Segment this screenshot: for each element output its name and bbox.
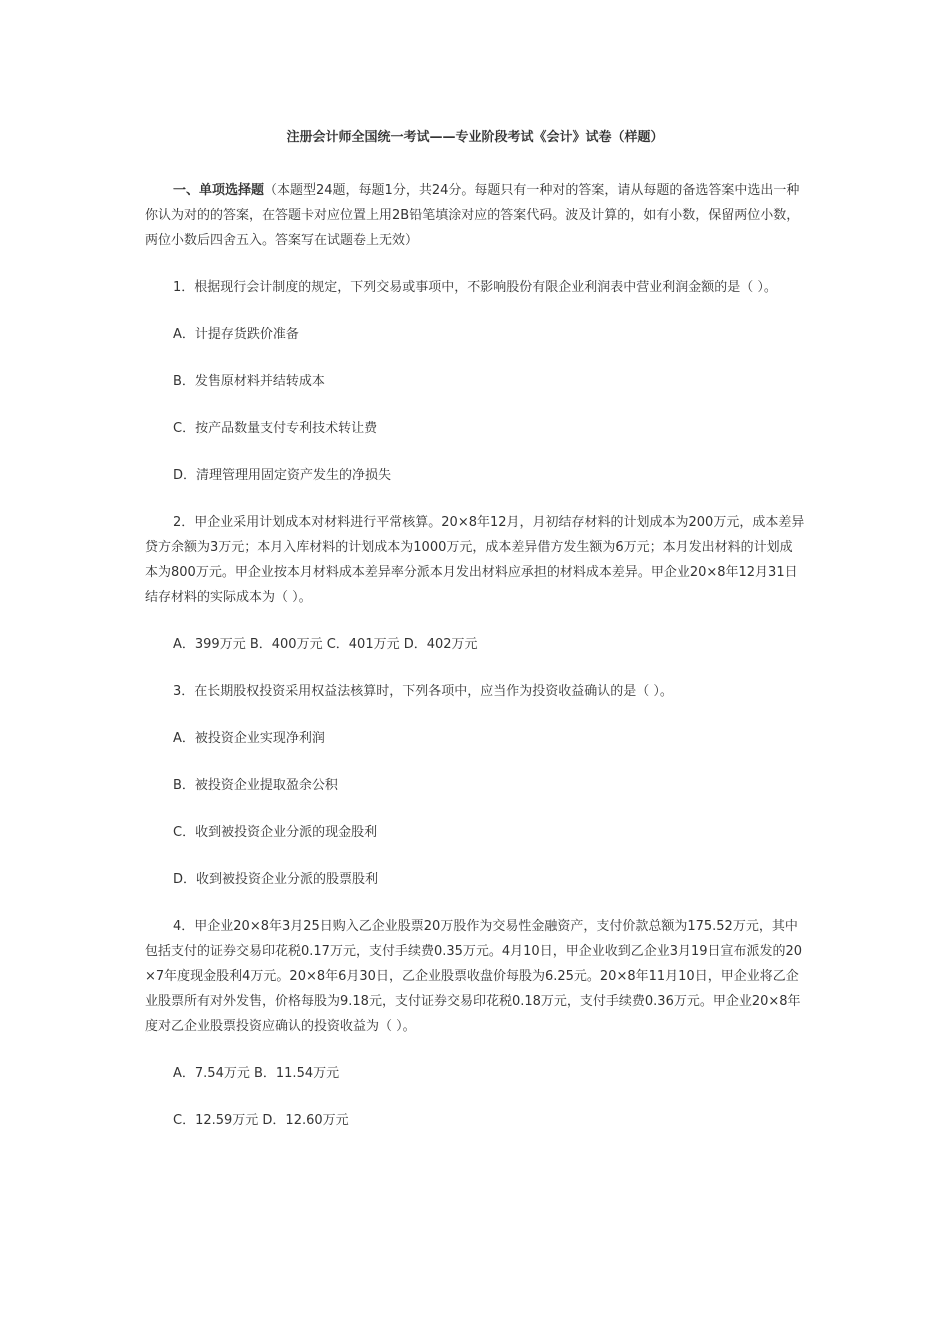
- section-label: 一、单项选择题: [173, 183, 265, 198]
- section-instructions: （本题型24题，每题1分，共24分。每题只有一种对的答案，请从每题的备选答案中选出一种你认为对的的答案，在答题卡对应位置上用2B铅笔填涂对应的答案代码。波及计算的，如有小数，保留两位小数，两位小数后四舍五入。答案写在试题卷上无效）: [145, 183, 800, 248]
- question-stem: 4．甲企业20×8年3月25日购入乙企业股票20万股作为交易性金融资产，支付价款总额为175.52万元，其中包括支付的证券交易印花税0.17万元，支付手续费0.35万元。4月10日，甲企业收到乙企业3月19日宣布派发的20×7年度现金股利4万元。20×8年6月30日，乙企业股票收盘价每股为6.25元。20×8年11月10日，甲企业将乙企业股票所有对外发售，价格每股为9.18元，支付证券交易印花税0.18万元，支付手续费0.36万元。甲企业20×8年度对乙企业股票投资应确认的投资收益为（ ）。: [145, 919, 803, 1034]
- question-1: [145, 275, 805, 488]
- section-header: [145, 178, 805, 253]
- question-3: [145, 679, 805, 892]
- question-4: [145, 914, 805, 1133]
- option: C．12.59万元 D．12.60万元: [173, 1113, 349, 1128]
- option: D．清理管理用固定资产发生的净损失: [173, 468, 392, 483]
- question-stem: 2．甲企业采用计划成本对材料进行平常核算。20×8年12月，月初结存材料的计划成本为200万元，成本差异贷方余额为3万元；本月入库材料的计划成本为1000万元，成本差异借方发生额为6万元；本月发出材料的计划成本为800万元。甲企业按本月材料成本差异率分派本月发出材料应承担的材料成本差异。甲企业20×8年12月31日结存材料的实际成本为（ ）。: [145, 515, 805, 605]
- document-page: [145, 128, 805, 1155]
- document-title: 注册会计师全国统一考试——专业阶段考试《会计》试卷（样题）: [286, 130, 664, 145]
- option: A．计提存货跌价准备: [173, 327, 299, 342]
- option: B．被投资企业提取盈余公积: [173, 778, 338, 793]
- option: C．收到被投资企业分派的现金股利: [173, 825, 378, 840]
- option: D．收到被投资企业分派的股票股利: [173, 872, 379, 887]
- option: A．7.54万元 B．11.54万元: [173, 1066, 340, 1081]
- option: A．被投资企业实现净利润: [173, 731, 325, 746]
- option: B．发售原材料并结转成本: [173, 374, 325, 389]
- question-2: [145, 510, 805, 657]
- option: A．399万元 B．400万元 C．401万元 D．402万元: [173, 637, 478, 652]
- question-stem: 3．在长期股权投资采用权益法核算时，下列各项中，应当作为投资收益确认的是（ ）。: [173, 684, 673, 699]
- option: C．按产品数量支付专利技术转让费: [173, 421, 378, 436]
- question-stem: 1．根据现行会计制度的规定，下列交易或事项中，不影响股份有限企业利润表中营业利润金额的是（ ）。: [173, 280, 777, 295]
